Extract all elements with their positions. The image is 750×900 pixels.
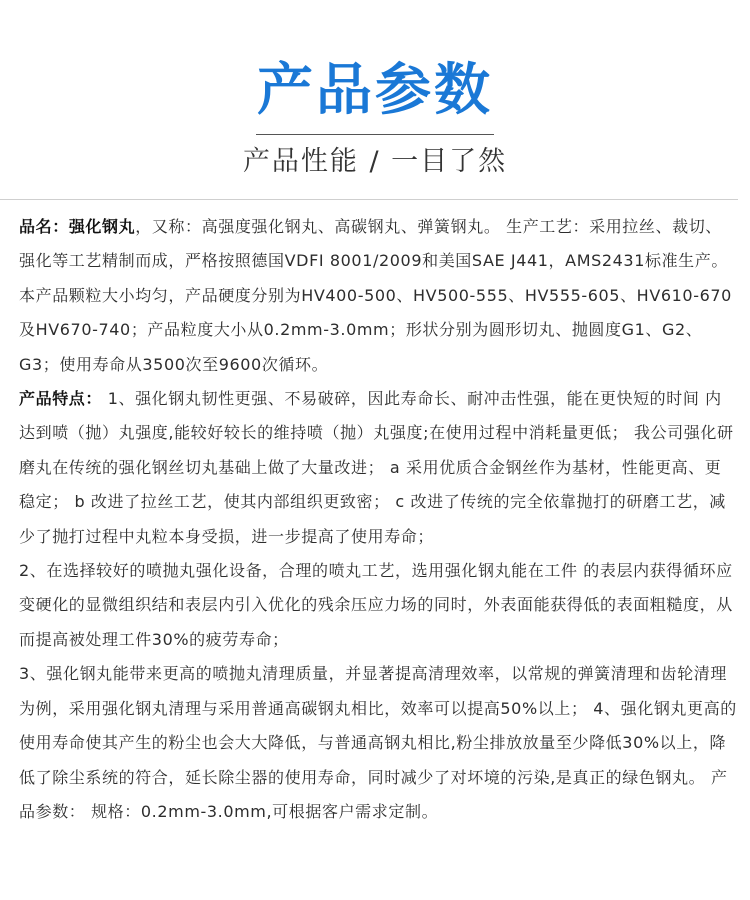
features-label: 产品特点： xyxy=(19,389,103,409)
feature-2-paragraph: 2、在选择较好的喷抛丸强化设备，合理的喷丸工艺，选用强化钢丸能在工件 的表层内获得循环应变硬化的显微组织结和表层内引入优化的残余压应力场的同时，外表面能获得低的表面粗糙度，从而提高被处理工件30%的疲劳寿命； xyxy=(19,561,733,649)
features-paragraph xyxy=(19,382,737,554)
product-intro-text: ，又称：高强度强化钢丸、高碳钢丸、弹簧钢丸。 生产工艺：采用拉丝、裁切、强化等工艺精制而成，严格按照德国VDFI 8001/2009和美国SAE J441，AMS2431标准生产。本产品颗粒大小均匀，产品硬度分别为HV400-500、HV500-555、HV555-605、HV610-670及HV670-740；产品粒度大小从0.2mm-3.0mm；形状分别为圆形切丸、抛圆度G1、G2、G3；使用寿命从3500次至9600次循环。 xyxy=(19,217,732,374)
product-description xyxy=(19,210,737,829)
product-name-paragraph xyxy=(19,210,737,382)
feature-3-4-paragraph: 3、强化钢丸能带来更高的喷抛丸清理质量，并显著提高清理效率，以常规的弹簧清理和齿轮清理为例，采用强化钢丸清理与采用普通高碳钢丸相比，效率可以提高50%以上； 4、强化钢丸更高的使用寿命使其产生的粉尘也会大大降低，与普通高钢丸相比,粉尘排放放量至少降低30%以上，降低了除尘系统的符合，延长除尘器的使用寿命，同时减少了对坏境的污染,是真正的绿色钢丸。 产品参数： 规格：0.2mm-3.0mm,可根据客户需求定制。 xyxy=(19,664,737,821)
product-name-value: 强化钢丸 xyxy=(68,217,136,236)
page-header xyxy=(0,0,750,200)
section-rule xyxy=(0,199,738,200)
features-text: 1、强化钢丸韧性更强、不易破碎，因此寿命长、耐冲击性强，能在更快短的时间 内达到喷（抛）丸强度,能较好较长的维持喷（抛）丸强度;在使用过程中消耗量更低； 我公司强化研磨丸在传统的强化钢丝切丸基础上做了大量改进； a 采用优质合金钢丝作为基材，性能更高、更稳定； b 改进了拉丝工艺，使其内部组织更致密； c 改进了传统的完全依靠抛打的研磨工艺，减少了抛打过程中丸粒本身受损，进一步提高了使用寿命； xyxy=(19,389,734,546)
title-divider xyxy=(256,134,494,135)
page-title: 产品参数 xyxy=(257,58,493,123)
product-name-label: 品名： xyxy=(19,217,69,236)
page-subtitle: 产品性能 / 一目了然 xyxy=(242,146,508,177)
